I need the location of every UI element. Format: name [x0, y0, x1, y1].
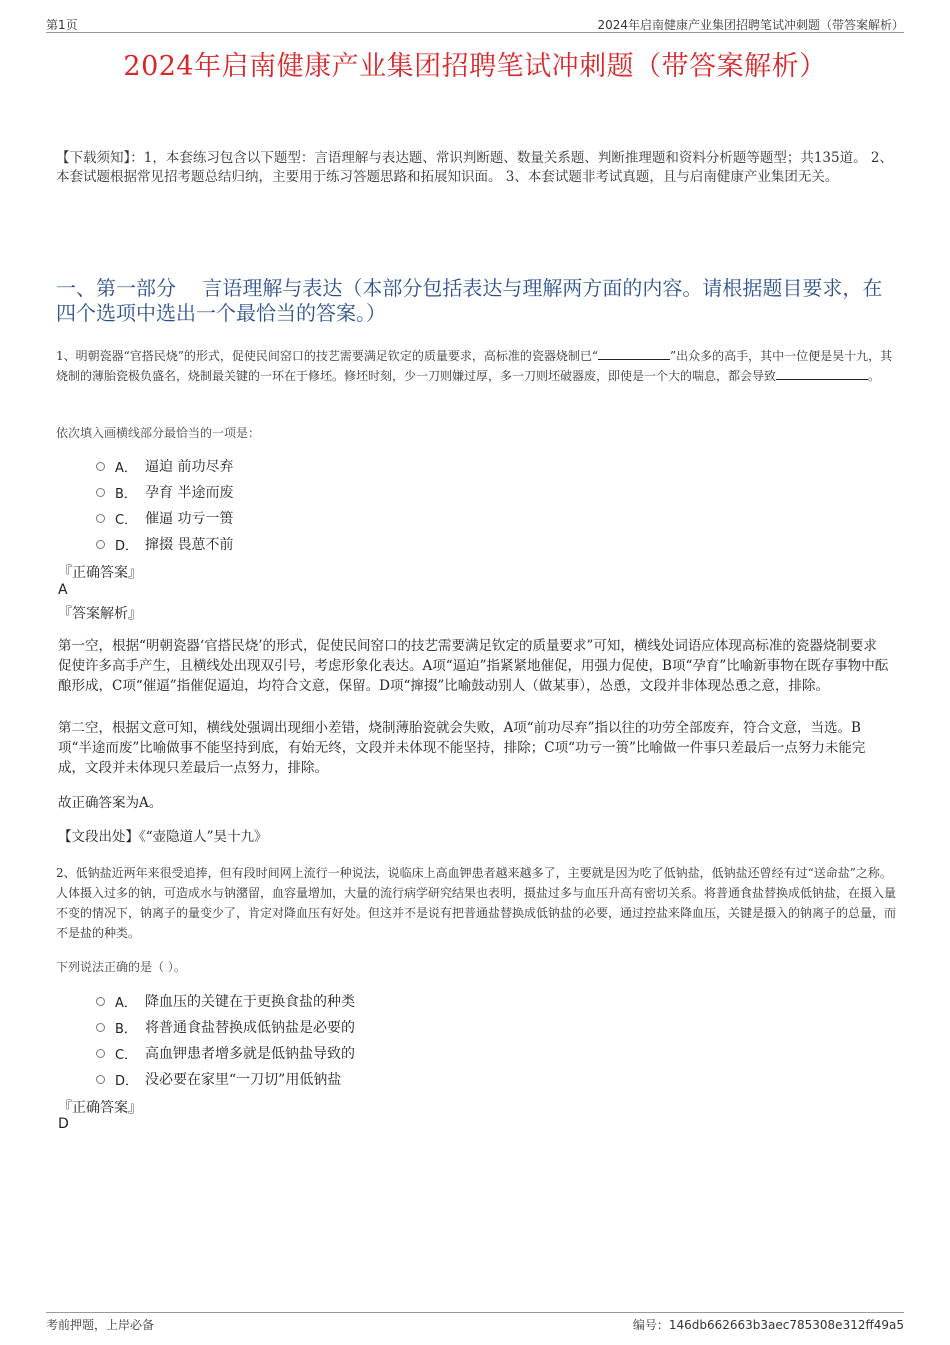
analysis-label: 『答案解析』 [58, 606, 142, 622]
analysis-paragraph: 第二空，根据文意可知，横线处强调出现细小差错，烧制薄胎瓷就会失败，A项“前功尽弃”指以往的功劳全部废弃，符合文意，当选。B项“半途而废”比喻做事不能坚持到底，有始无终，文段并未体现不能坚持，排除；C项“功亏一篑”比喻做一件事只差最后一点努力未能完成，文段并未体现只差最后一点努力，排除。 [58, 720, 866, 776]
radio-icon[interactable] [96, 488, 105, 497]
option-c[interactable]: C． 高血钾患者增多就是低钠盐导致的 [96, 1040, 355, 1066]
option-c[interactable]: C． 催逼 功亏一篑 [96, 505, 233, 531]
source-citation: 【文段出处】《“壶隐道人”昊十九》 [58, 829, 268, 845]
document-title: 2024年启南健康产业集团招聘笔试冲刺题（带答案解析） [123, 51, 827, 82]
radio-icon[interactable] [96, 997, 105, 1006]
question-2-prompt: 下列说法正确的是（ ）。 [56, 960, 186, 974]
radio-icon[interactable] [96, 1049, 105, 1058]
document-code: 编号：146db662663b3aec785308e312ff49a5 [632, 1318, 904, 1332]
option-b[interactable]: B． 孕育 半途而废 [96, 479, 233, 505]
question-2-options [96, 988, 355, 1092]
radio-icon[interactable] [96, 1075, 105, 1084]
analysis-conclusion: 故正确答案为A。 [58, 795, 163, 811]
page-footer [46, 1312, 904, 1333]
option-d[interactable]: D． 撺掇 畏葸不前 [96, 531, 233, 557]
answer-blank-2 [776, 367, 868, 380]
section-heading: 一、第一部分 言语理解与表达（本部分包括表达与理解两方面的内容。请根据题目要求，在四个选项中选出一个最恰当的答案。） [56, 276, 883, 325]
question-1-text-b: ”出众多的高手，其中一位便是昊十九，其烧制的薄胎瓷极负盛名，烧制最关键的一环在于修坯。修坯时刻，少一刀则嫌过厚，多一刀则坯破器废，即使是一个大的喘息，都会导致 [56, 349, 893, 383]
correct-answer-label: 『正确答案』 [58, 1100, 142, 1116]
correct-answer-label: 『正确答案』 [58, 565, 142, 581]
analysis-paragraph: 第一空，根据“明朝瓷器‘官搭民烧’的形式，促使民间窑口的技艺需要满足钦定的质量要求”可知，横线处词语应体现高标准的瓷器烧制要求促使许多高手产生，且横线处出现双引号，考虑形象化表达。A项“逼迫”指紧紧地催促，用强力促使，B项“孕育”比喻新事物在既存事物中酝酿形成，C项“催逼”指催促逼迫，均符合文意，保留。D项“撺掇”比喻鼓动别人（做某事），怂恿，文段并非体现怂恿之意，排除。 [58, 638, 889, 694]
radio-icon[interactable] [96, 1023, 105, 1032]
question-1-prompt: 依次填入画横线部分最恰当的一项是： [56, 426, 261, 440]
radio-icon[interactable] [96, 462, 105, 471]
page-header [46, 14, 904, 33]
page-number: 第1页 [46, 18, 78, 32]
question-1-text-a: 1、明朝瓷器“官搭民烧”的形式，促使民间窑口的技艺需要满足钦定的质量要求，高标准的瓷器烧制已“ [56, 349, 599, 363]
correct-answer-value: D [58, 1116, 69, 1132]
correct-answer-value: A [58, 582, 68, 598]
option-a[interactable]: A． 降血压的关键在于更换食盐的种类 [96, 988, 355, 1014]
download-notice: 【下载须知】：1，本套练习包含以下题型：言语理解与表达题、常识判断题、数量关系题、判断推理题和资料分析题等题型；共135道。 2、本套试题根据常见招考题总结归纳，主要用于练习答题思路和拓展知识面。 3、本套试题非考试真题，且与启南健康产业集团无关。 [56, 150, 893, 185]
question-1-options [96, 453, 233, 557]
question-2-stem: 2、低钠盐近两年来很受追捧，但有段时间网上流行一种说法，说临床上高血钾患者越来越多了，主要就是因为吃了低钠盐，低钠盐还曾经有过“送命盐”之称。人体摄入过多的钠，可造成水与钠潴留，血容量增加，大量的流行病学研究结果也表明，摄盐过多与血压升高有密切关系。将普通食盐替换成低钠盐，在摄入量不变的情况下，钠离子的量变少了，肯定对降血压有好处。但这并不是说有把普通盐替换成低钠盐的必要，通过控盐来降血压，关键是摄入的钠离子的总量，而不是盐的种类。 [56, 866, 897, 940]
radio-icon[interactable] [96, 540, 105, 549]
option-d[interactable]: D． 没必要在家里“一刀切”用低钠盐 [96, 1066, 355, 1092]
option-b[interactable]: B． 将普通食盐替换成低钠盐是必要的 [96, 1014, 355, 1040]
question-1-text-c: 。 [868, 369, 881, 383]
answer-blank-1 [598, 347, 670, 360]
question-1-stem [56, 346, 896, 386]
running-title: 2024年启南健康产业集团招聘笔试冲刺题（带答案解析） [597, 18, 904, 32]
footer-slogan: 考前押题，上岸必备 [46, 1318, 155, 1332]
radio-icon[interactable] [96, 514, 105, 523]
option-a[interactable]: A． 逼迫 前功尽弃 [96, 453, 233, 479]
